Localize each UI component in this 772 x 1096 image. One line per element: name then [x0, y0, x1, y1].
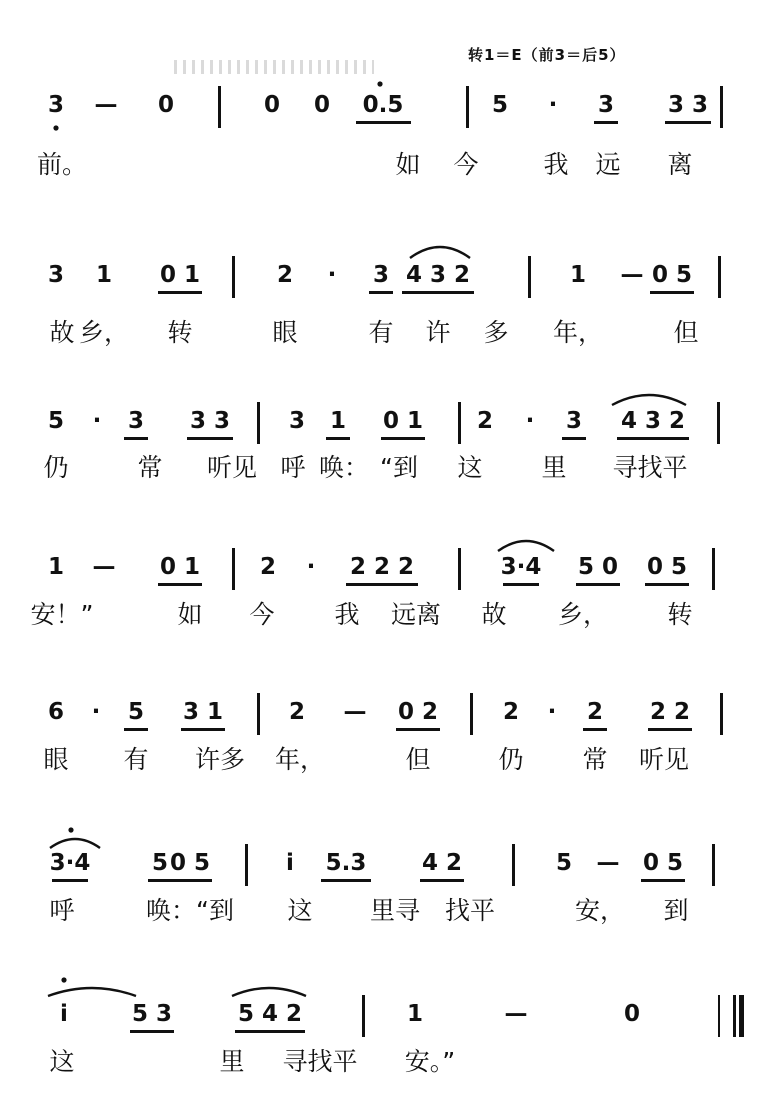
- barline: [257, 693, 260, 735]
- barline: [232, 548, 235, 590]
- note-2-8: 1: [569, 262, 587, 288]
- lyric-1-3: 今: [453, 150, 479, 179]
- note-5-1: 6: [47, 699, 65, 725]
- note-6-1: 3·4: [49, 850, 91, 876]
- lyric-5-3: 许多: [194, 745, 246, 774]
- note-4-5: ·: [306, 554, 316, 580]
- lyric-5-5: 但: [405, 745, 431, 774]
- lyric-1-2: 如: [395, 150, 421, 179]
- lyric-5-6: 仍: [498, 745, 524, 774]
- note-6-6: 4 2: [421, 850, 463, 876]
- note-3-10: 3: [565, 408, 583, 434]
- quaver-underline: [356, 121, 411, 124]
- lyric-3-1: 仍: [43, 453, 69, 482]
- lyric-5-8: 听见: [638, 745, 690, 774]
- lyric-7-1: 这: [49, 1047, 75, 1076]
- note-3-5: 3: [288, 408, 306, 434]
- note-4-9: 0 5: [646, 554, 688, 580]
- low-octave-dot: [53, 125, 58, 130]
- barline: [720, 86, 723, 128]
- note-4-4: 2: [259, 554, 277, 580]
- quaver-underline: [369, 291, 393, 294]
- note-2-10: 0 5: [651, 262, 693, 288]
- lyric-6-5: 找平: [444, 896, 496, 925]
- quaver-underline: [648, 728, 692, 731]
- note-1-10: 3 3: [667, 92, 709, 118]
- lyric-1-1: 前。: [36, 150, 88, 179]
- slur: [498, 541, 554, 551]
- note-3-6: 1: [329, 408, 347, 434]
- quaver-underline: [594, 121, 618, 124]
- note-2-7: 4 3 2: [405, 262, 471, 288]
- lyric-7-3: 寻找平: [282, 1047, 358, 1076]
- note-7-3: 5 4 2: [237, 1001, 303, 1027]
- quaver-underline: [235, 1030, 305, 1033]
- note-5-2: ·: [91, 699, 101, 725]
- note-5-4: 3 1: [182, 699, 224, 725]
- lyric-2-8: 年，: [552, 318, 604, 347]
- barline: [470, 693, 473, 735]
- note-7-1: i: [60, 1001, 68, 1027]
- note-1-8: ·: [548, 92, 558, 118]
- barline: [733, 995, 736, 1037]
- lyric-3-6: “到: [380, 453, 418, 482]
- note-5-5: 2: [288, 699, 306, 725]
- note-3-11: 4 3 2: [620, 408, 686, 434]
- note-6-3: 0 5: [169, 850, 211, 876]
- lyric-4-4: 我: [334, 600, 360, 629]
- lyric-6-4: 里寻: [369, 896, 421, 925]
- note-5-8: 2: [502, 699, 520, 725]
- lyric-4-1: 安！”: [30, 600, 94, 629]
- quaver-underline: [158, 583, 202, 586]
- note-5-11: 2 2: [649, 699, 691, 725]
- note-1-4: 0: [263, 92, 281, 118]
- note-1-9: 3: [597, 92, 615, 118]
- note-6-5: 5.3: [325, 850, 367, 876]
- lyric-2-5: 有: [368, 318, 394, 347]
- note-6-9: 0 5: [642, 850, 684, 876]
- note-5-9: ·: [547, 699, 557, 725]
- quaver-underline: [124, 728, 148, 731]
- lyric-3-4: 呼: [280, 453, 306, 482]
- quaver-underline: [130, 1030, 174, 1033]
- note-2-4: 2: [276, 262, 294, 288]
- final-barline: [739, 995, 744, 1037]
- barline: [458, 402, 461, 444]
- lyric-6-7: 到: [663, 896, 689, 925]
- fermata-dot: [377, 81, 382, 86]
- note-6-4: i: [286, 850, 294, 876]
- quaver-underline: [168, 879, 212, 882]
- note-1-5: 0: [313, 92, 331, 118]
- note-4-6: 2 2 2: [349, 554, 415, 580]
- lyric-5-1: 眼: [43, 745, 69, 774]
- note-7-4: 1: [406, 1001, 424, 1027]
- lyric-5-7: 常: [582, 745, 608, 774]
- barline: [512, 844, 515, 886]
- barline: [458, 548, 461, 590]
- note-2-3: 0 1: [159, 262, 201, 288]
- note-4-2: —: [92, 554, 116, 580]
- barline: [466, 86, 469, 128]
- note-5-6: —: [343, 699, 367, 725]
- note-6-2: 5: [151, 850, 169, 876]
- quaver-underline: [420, 879, 464, 882]
- note-3-4: 3 3: [189, 408, 231, 434]
- lyric-1-6: 离: [667, 150, 693, 179]
- quaver-underline: [576, 583, 620, 586]
- barline: [718, 995, 720, 1037]
- quaver-underline: [187, 437, 233, 440]
- lyric-4-6: 故: [481, 600, 507, 629]
- barline: [232, 256, 235, 298]
- note-5-10: 2: [586, 699, 604, 725]
- note-1-7: 5: [491, 92, 509, 118]
- note-5-7: 0 2: [397, 699, 439, 725]
- lyric-2-7: 多: [483, 318, 509, 347]
- lyric-2-3: 转: [167, 318, 193, 347]
- lyric-4-2: 如: [177, 600, 203, 629]
- note-1-6: 0.5: [362, 92, 404, 118]
- quaver-underline: [52, 879, 88, 882]
- note-3-3: 3: [127, 408, 145, 434]
- note-1-3: 0: [157, 92, 175, 118]
- note-2-5: ·: [327, 262, 337, 288]
- lyric-4-7: 乡，: [557, 600, 609, 629]
- lyric-5-2: 有: [123, 745, 149, 774]
- note-7-6: 0: [623, 1001, 641, 1027]
- lyric-3-7: 这: [457, 453, 483, 482]
- lyric-3-9: 寻找平: [612, 453, 688, 482]
- lyric-2-4: 眼: [272, 318, 298, 347]
- lyric-3-5: 唤：: [318, 453, 370, 482]
- note-6-8: —: [596, 850, 620, 876]
- lyric-6-3: 这: [287, 896, 313, 925]
- slur: [50, 839, 100, 848]
- barline: [718, 256, 721, 298]
- lyric-3-8: 里: [541, 453, 567, 482]
- note-6-7: 5: [555, 850, 573, 876]
- barline: [362, 995, 365, 1037]
- triplet-slur: [232, 988, 306, 996]
- triplet-slur: [612, 395, 686, 405]
- barline: [528, 256, 531, 298]
- lyric-2-1: 故: [49, 318, 75, 347]
- quaver-underline: [326, 437, 350, 440]
- lyric-1-5: 远: [595, 150, 621, 179]
- quaver-underline: [617, 437, 689, 440]
- quaver-underline: [562, 437, 586, 440]
- quaver-underline: [396, 728, 440, 731]
- barline: [257, 402, 260, 444]
- lyric-7-4: 安。”: [404, 1047, 456, 1076]
- note-1-1: 3: [47, 92, 65, 118]
- quaver-underline: [665, 121, 711, 124]
- lyric-7-2: 里: [219, 1047, 245, 1076]
- note-3-9: ·: [525, 408, 535, 434]
- note-4-3: 0 1: [159, 554, 201, 580]
- barline: [712, 844, 715, 886]
- slur: [48, 988, 136, 996]
- barline: [717, 402, 720, 444]
- triplet-slur: [410, 247, 470, 258]
- lyric-2-6: 许: [425, 318, 451, 347]
- note-2-9: —: [620, 262, 644, 288]
- note-5-3: 5: [127, 699, 145, 725]
- note-7-5: —: [504, 1001, 528, 1027]
- note-2-1: 3: [47, 262, 65, 288]
- note-3-7: 0 1: [382, 408, 424, 434]
- note-4-8: 5 0: [577, 554, 619, 580]
- note-3-1: 5: [47, 408, 65, 434]
- quaver-underline: [402, 291, 474, 294]
- high-octave-dot: [68, 827, 73, 832]
- barline: [712, 548, 715, 590]
- lyric-2-9: 但: [673, 318, 699, 347]
- quaver-underline: [321, 879, 371, 882]
- lyric-6-6: 安，: [574, 896, 626, 925]
- note-4-7: 3·4: [500, 554, 542, 580]
- quaver-underline: [346, 583, 418, 586]
- note-3-2: ·: [92, 408, 102, 434]
- lyric-6-1: 呼: [49, 896, 75, 925]
- lyric-4-8: 转: [667, 600, 693, 629]
- lyric-4-5: 远离: [390, 600, 442, 629]
- quaver-underline: [158, 291, 202, 294]
- quaver-underline: [503, 583, 539, 586]
- lyric-4-3: 今: [249, 600, 275, 629]
- high-octave-dot: [61, 977, 66, 982]
- quaver-underline: [645, 583, 689, 586]
- note-2-6: 3: [372, 262, 390, 288]
- barline: [720, 693, 723, 735]
- lyric-6-2: 唤：“到: [146, 896, 234, 925]
- barline: [245, 844, 248, 886]
- quaver-underline: [583, 728, 607, 731]
- lyric-2-2: 乡，: [78, 318, 130, 347]
- quaver-underline: [641, 879, 685, 882]
- note-2-2: 1: [95, 262, 113, 288]
- lyric-5-4: 年，: [274, 745, 326, 774]
- quaver-underline: [650, 291, 694, 294]
- quaver-underline: [181, 728, 225, 731]
- note-4-1: 1: [47, 554, 65, 580]
- note-1-2: —: [94, 92, 118, 118]
- quaver-underline: [124, 437, 148, 440]
- note-7-2: 5 3: [131, 1001, 173, 1027]
- lyric-1-4: 我: [543, 150, 569, 179]
- key-change-header: 转1＝E（前3＝后5）: [468, 46, 626, 64]
- barline: [218, 86, 221, 128]
- note-3-8: 2: [476, 408, 494, 434]
- lyric-3-3: 听见: [206, 453, 258, 482]
- quaver-underline: [381, 437, 425, 440]
- lyric-3-2: 常: [137, 453, 163, 482]
